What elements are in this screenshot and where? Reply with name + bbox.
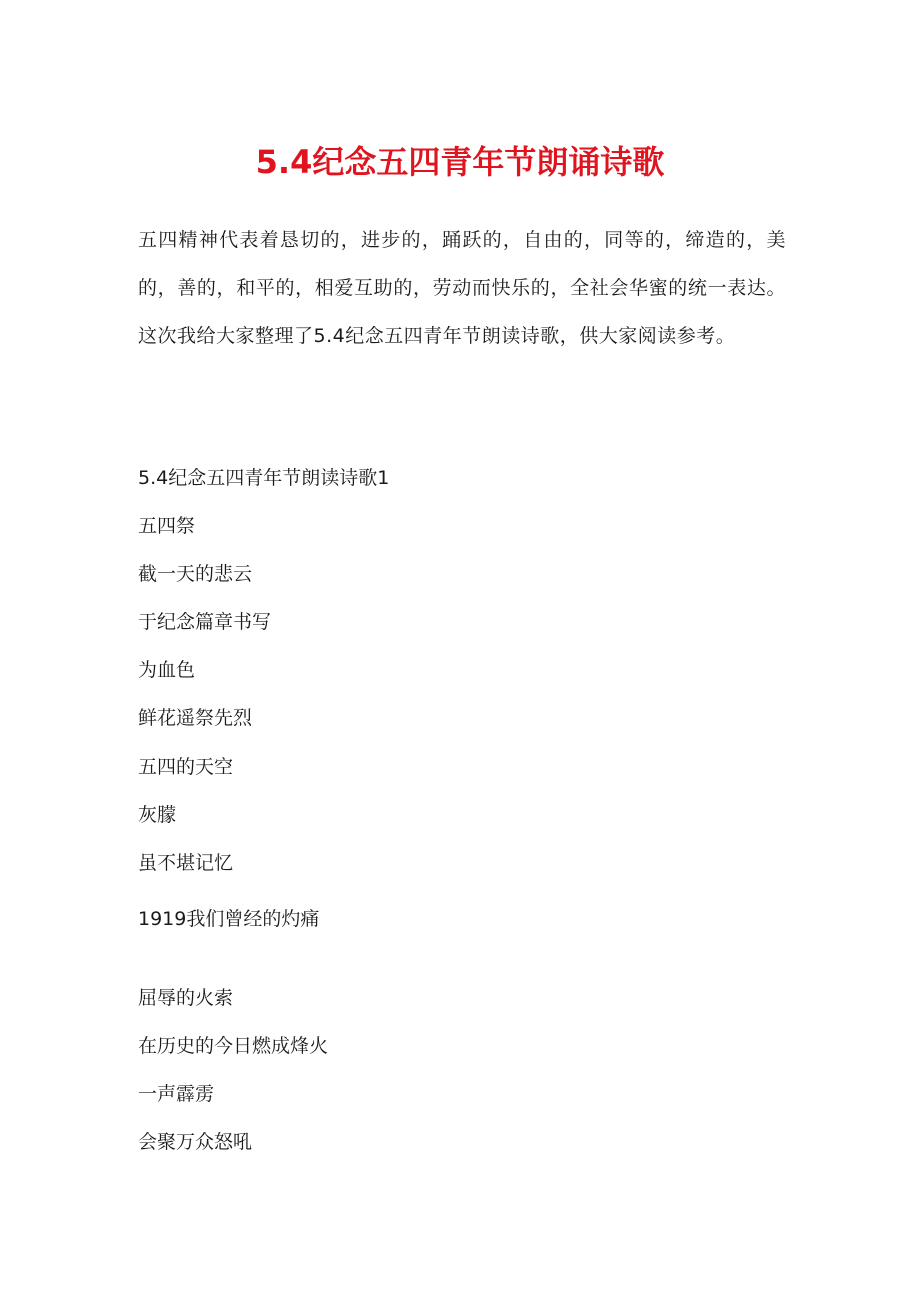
poem-line: 屈辱的火索	[138, 987, 234, 1009]
poem-line: 1919我们曾经的灼痛	[138, 908, 320, 930]
poem-line: 一声霹雳	[138, 1083, 215, 1105]
poem-line: 会聚万众怒吼	[138, 1131, 253, 1153]
poem-line: 在历史的今日燃成烽火	[138, 1035, 329, 1057]
poem-line: 鲜花遥祭先烈	[138, 707, 253, 729]
poem-line: 为血色	[138, 659, 196, 681]
poem-line: 截一天的悲云	[138, 563, 253, 585]
poem-line: 于纪念篇章书写	[138, 611, 272, 633]
document-title: 5.4纪念五四青年节朗诵诗歌	[255, 143, 665, 181]
intro-paragraph: 五四精神代表着恳切的，进步的，踊跃的，自由的，同等的，缔造的，美的，善的，和平的，相爱互助的，劳动而快乐的，全社会华蜜的统一表达。这次我给大家整理了5.4纪念五四青年节朗读诗歌，供大家阅读参考。	[138, 229, 786, 347]
section-heading: 5.4纪念五四青年节朗读诗歌1	[138, 467, 390, 489]
poem-title: 五四祭	[138, 515, 196, 537]
poem-line: 五四的天空	[138, 756, 234, 778]
poem-line: 灰朦	[138, 804, 177, 826]
poem-line: 虽不堪记忆	[138, 852, 234, 874]
